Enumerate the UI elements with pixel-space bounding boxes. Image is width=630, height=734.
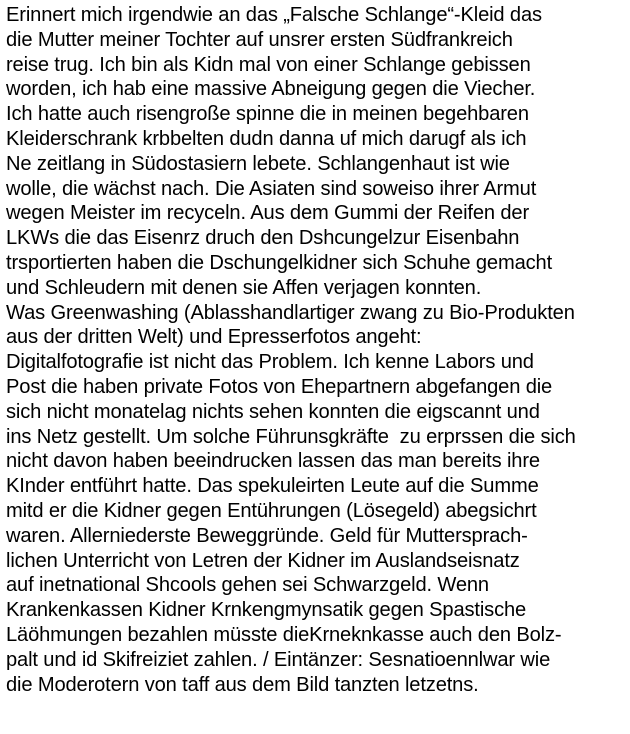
text-line: Was Greenwashing (Ablasshandlartiger zwang zu Bio-Produkten [6, 301, 575, 324]
text-line: reise trug. Ich bin als Kidn mal von einer Schlange gebissen [6, 53, 531, 76]
text-line: nicht davon haben beeindrucken lassen das man bereits ihre [6, 450, 540, 473]
document-text [6, 3, 630, 697]
text-line: LKWs die das Eisenrz druch den Dshcungelzur Eisenbahn [6, 227, 520, 250]
text-line: Erinnert mich irgendwie an das „Falsche Schlange“-Kleid das [6, 4, 542, 26]
text-line: trsportierten haben die Dschungelkidner sich Schuhe gemacht [6, 251, 553, 274]
text-line: wegen Meister im recyceln. Aus dem Gummi der Reifen der [6, 202, 530, 225]
text-line: waren. Allerniederste Beweggründe. Geld für Muttersprach- [6, 524, 528, 547]
text-line: Krankenkassen Kidner Krnkengmynsatik gegen Spastische [6, 599, 527, 622]
text-line: worden, ich hab eine massive Abneigung gegen die Viecher. [6, 78, 536, 101]
text-line: sich nicht monatelag nichts sehen konnten die eigscannt und [6, 400, 540, 423]
text-line: Läöhmungen bezahlen müsste dieKrneknkasse auch den Bolz- [6, 623, 562, 646]
text-line: KInder entführt hatte. Das spekuleirten Leute auf die Summe [6, 475, 539, 498]
text-line: die Mutter meiner Tochter auf unsrer ersten Südfrankreich [6, 28, 513, 51]
text-line: auf inetnational Shcools gehen sei Schwarzgeld. Wenn [6, 574, 489, 597]
text-line: lichen Unterricht von Letren der Kidner im Auslandseisnatz [6, 549, 520, 572]
text-line: Ne zeitlang in Südostasiern lebete. Schlangenhaut ist wie [6, 152, 510, 175]
text-line: und Schleudern mit denen sie Affen verjagen konnten. [6, 276, 482, 299]
text-line: aus der dritten Welt) und Epresserfotos angeht: [6, 326, 422, 349]
text-line: Kleiderschrank krbbelten dudn danna uf mich darugf als ich [6, 127, 527, 150]
text-line: die Moderotern von taff aus dem Bild tanzten letzetns. [6, 673, 479, 696]
text-line: ins Netz gestellt. Um solche Führunsgkräfte zu erprssen die sich [6, 425, 576, 448]
text-line: Digitalfotografie ist nicht das Problem. Ich kenne Labors und [6, 351, 534, 374]
text-line: palt und id Skifreiziet zahlen. / Eintänzer: Sesnatioennlwar wie [6, 648, 551, 671]
text-line: Ich hatte auch risengroße spinne die in meinen begehbaren [6, 103, 529, 126]
text-line: wolle, die wächst nach. Die Asiaten sind soweiso ihrer Armut [6, 177, 537, 200]
text-line: Post die haben private Fotos von Ehepartnern abgefangen die [6, 375, 553, 398]
text-line: mitd er die Kidner gegen Entührungen (Lösegeld) abegsichrt [6, 499, 537, 522]
